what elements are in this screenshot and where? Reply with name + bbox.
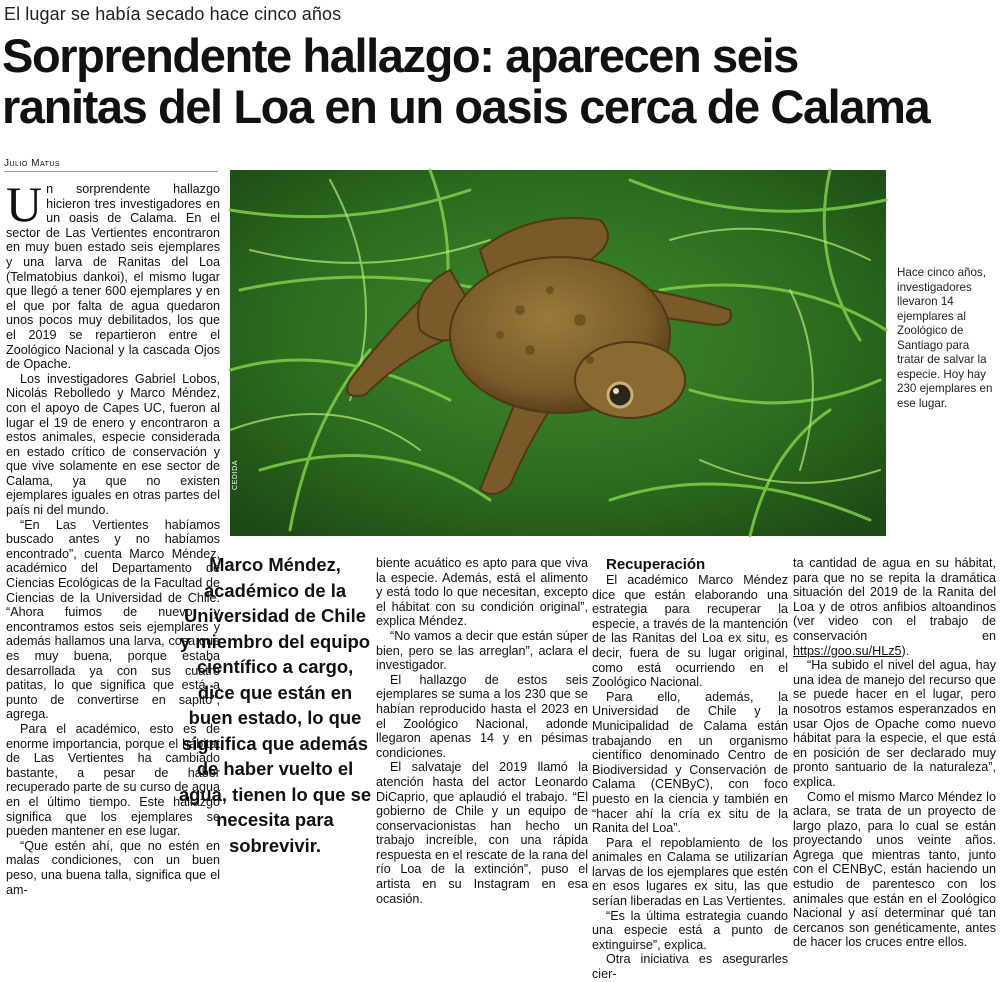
headline-line-2: ranitas del Loa en un oasis cerca de Calama [2,80,930,133]
paragraph-text: ta cantidad de agua en su hábitat, para que no se repita la dramática situación del 2019 de la Ranita del Loa y de otros anfibios altoandinos (ver video con el trabajo de conservación en [793,556,996,643]
frog-photo [230,170,886,536]
pull-quote: Marco Méndez, académico de la Universidad de Chile y miembro del equipo científico a cargo, dice que están en buen estado, lo que significa que además de haber vuelto el agua, tienen lo que se necesita para sobrevivir. [178,554,372,856]
lead-paragraph [6,176,220,372]
paragraph-text-end: ). [901,643,910,658]
paragraph: Otra iniciativa es asegurarles cier- [592,952,788,982]
paragraph: El académico Marco Méndez dice que están elaborando una estrategia para recuperar la especie, a través de la mantención de las Ranitas del Loa ex situ, es decir, fuera de su lugar original, como está ocurriendo en el Zoológico Nacional. [592,573,788,690]
section-subhead: Recuperación [606,556,706,573]
article-column-4 [592,556,788,982]
paragraph: “No vamos a decir que están súper bien, pero se las arreglan”, aclara el investigador. [376,628,588,673]
paragraph: El salvataje del 2019 llamó la atención hasta del actor Leonardo DiCaprio, que aplaudió el trabajo. “El gobierno de Chile y un equipo de conservacionistas han hecho un trabajo increíble, con una rápida respuesta en el rescate de la rana del río Loa de la extinción”, puso el artista en su Instagram en esa ocasión. [376,760,588,906]
headline-line-1: Sorprendente hallazgo: aparecen seis [2,29,798,82]
paragraph: Para ello, además, la Universidad de Chile y la Municipalidad de Calama están trabajando en un organismo científico denominado Centro de Biodiversidad y Conservación de Calama (CENByC), con foco puesto en la ciencia y también en “hacer ahí la cría ex situ de la Ranita del Loa”. [592,689,788,836]
photo-credit: CEDIDA [232,459,239,490]
kicker: El lugar se había secado hace cinco años [4,4,342,24]
paragraph: Para el académico, esto es de enorme importancia, porque el hábitat de Las Vertientes ha cambiado bastante, a pesar de haber recuperado parte de su curso de agua en el último tiempo. Este hallazgo significa que los ejemplares se pueden mantener en ese lugar. [6,721,220,839]
frog-illustration [230,170,886,536]
paragraph: Como el mismo Marco Méndez lo aclara, se trata de un proyecto de largo plazo, para lo cual se están proyectando unos veinte años. Agrega que mientras tanto, junto con el CENByC, están haciendo un estudio de parentesco con los animales que están en el Zoológico Nacional y así determinar qué tan cercanos son genéticamente, antes de hacer los cruces entre ellos. [793,789,996,950]
photo-caption: Hace cinco años, investigadores llevaron 14 ejemplares al Zoológico de Santiago para tratar de salvar la especie. Hoy hay 230 ejemplares en ese lugar. [897,266,993,410]
paragraph: “Es la última estrategia cuando una especie está a punto de extinguirse”, explica. [592,908,788,952]
paragraph: “Que estén ahí, que no estén en malas condiciones, con un buen peso, una buena talla, significa que el am- [6,838,220,897]
paragraph: Para el repoblamiento de los animales en Calama se utilizarían larvas de los ejemplares que estén en esos lugares ex situ, las que serían liberadas en Las Vertientes. [592,835,788,909]
video-link[interactable]: https://goo.su/HLz5 [793,643,902,658]
paragraph [793,556,996,658]
byline: Julio Matus [4,158,218,172]
article-column-3 [376,556,588,912]
drop-cap: U [6,176,43,232]
paragraph: Los investigadores Gabriel Lobos, Nicolás Rebolledo y Marco Méndez, con el apoyo de Capes UC, fueron al lugar el 19 de enero y encontraron a estos animales, especie considerada en estado crítico de conservación y que vive solamente en ese sector de Calama, ya que no existen ejemplares iguales en otras partes del país ni del mundo. [6,371,220,518]
lead-text: n sorprendente hallazgo hicieron tres investigadores en un oasis de Calama. En el sector de Las Vertientes encontraron en muy buen estado seis ejemplares y una larva de Ranitas del Loa (Telmatobius dankoi), el mismo lugar que llegó a tener 600 ejemplares y en el que por falta de agua quedaron unos pocos muy debilitados, los que el 2019 se repartieron entre el Zoológico Nacional y la cascada Ojos de Opache. [6,182,220,372]
paragraph: “Ha subido el nivel del agua, hay una idea de manejo del recurso que se puede hacer en el lugar, pero nosotros estamos esperanzados en usar Ojos de Opache como nuevo hábitat para la especie, el que está en posición de ser declarado muy pronto santuario de la naturaleza”, explica. [793,658,996,789]
paragraph: El hallazgo de estos seis ejemplares se suma a los 230 que se habían reproducido hasta el 2023 en el Zoológico Nacional, adonde llegaron apenas 14 y en pésimas condiciones. [376,672,588,760]
paragraph: biente acuático es apto para que viva la especie. Además, está el alimento y está todo lo que necesitan, excepto el hábitat con su condición original”, explica Méndez. [376,556,588,629]
article-column-5 [793,556,996,950]
headline [2,30,998,132]
paragraph: “En Las Vertientes habíamos buscado antes y no habíamos encontrado”, cuenta Marco Méndez, académico del Departamento de Ciencias Ecológicas de la Facultad de Ciencias de la Universidad de Chile. “Ahora fuimos de nuevo y encontramos estos seis ejemplares y además hallamos una larva, cosa que es muy buena, porque estaba desarrollada ya con sus cuatro patitas, lo que significa que está a punto de convertirse en sapito”, agrega. [6,517,220,722]
